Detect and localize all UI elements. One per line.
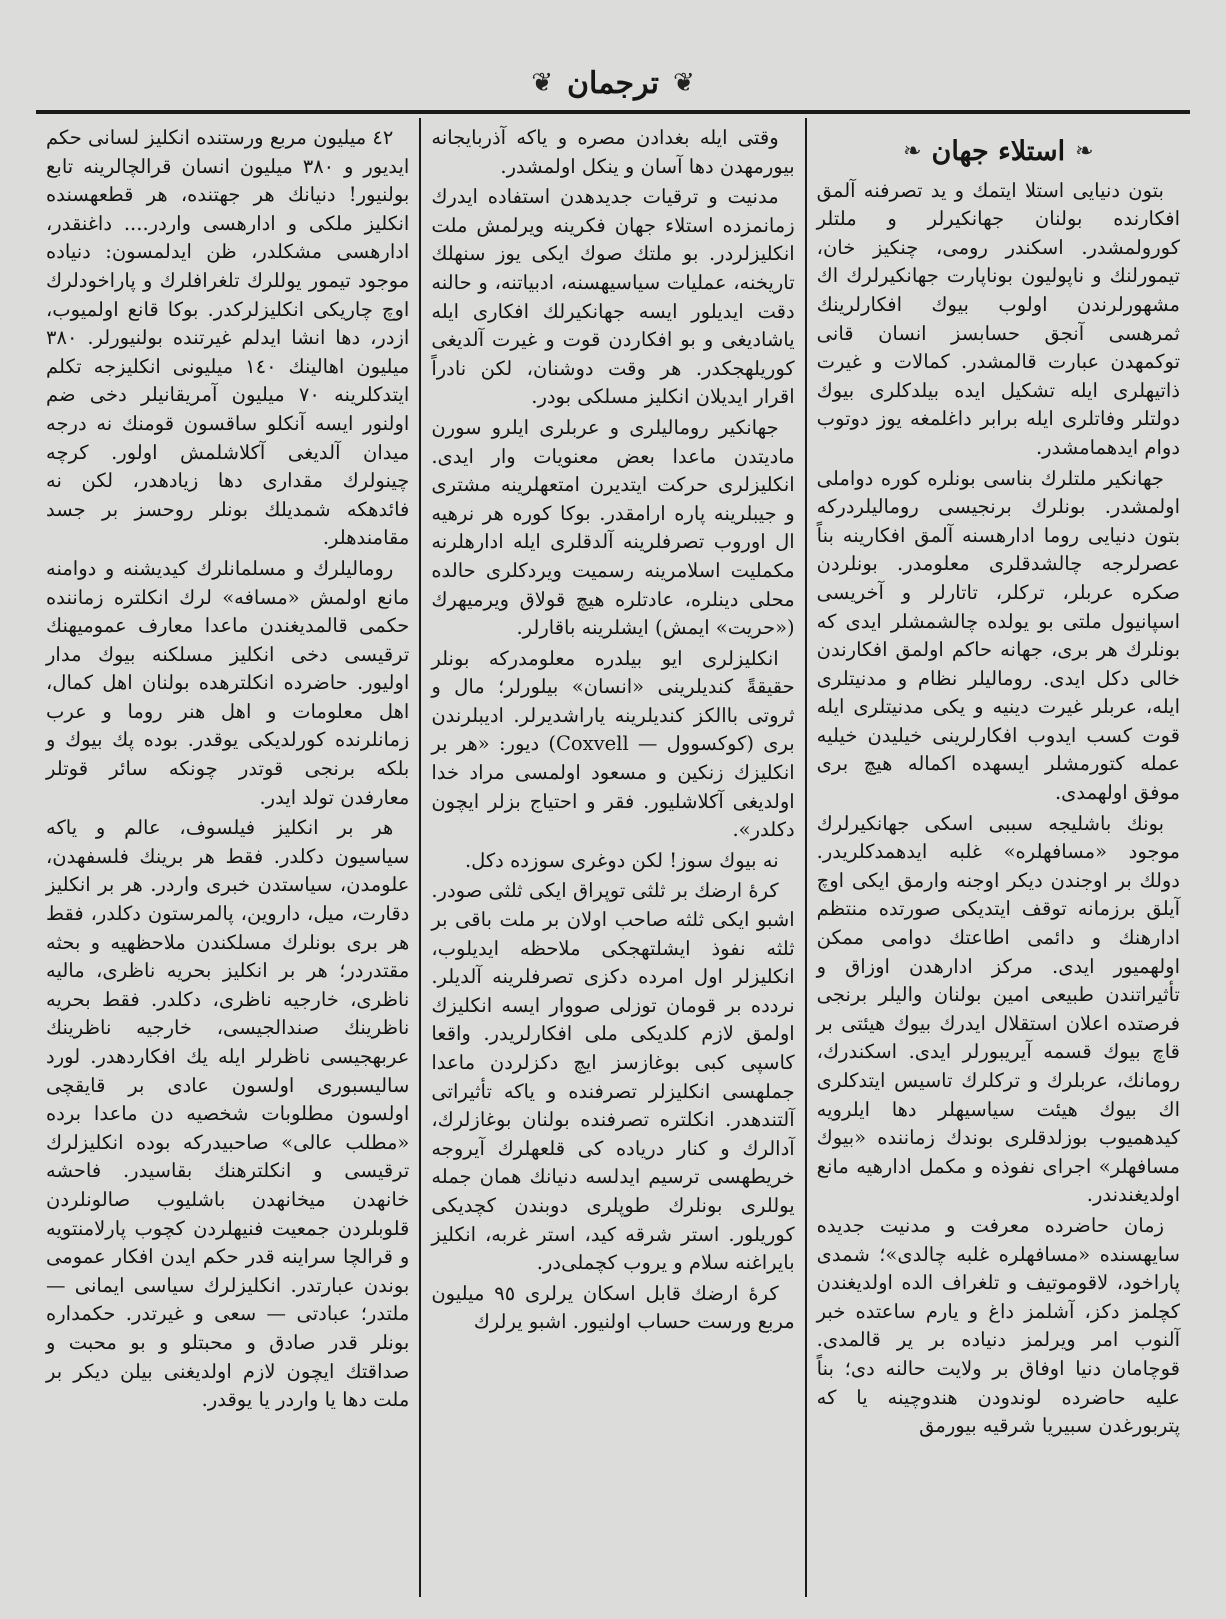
masthead-rule — [36, 110, 1190, 114]
paragraph: بتون دنيايى استلا ايتمك و يد تصرفنه آلمق افكارنده بولنان جهانكيرلر و ملتلر كورولمشدر. اسكندر رومى، چنكيز خان، تيمورلنك و ناپوليون بوناپارت جهانكيرلرك اك مشهورلرندن اولوب بيوك افكارلرينك ثمرهسى آنجق حسابسز انسان قانى توكمهدن عبارت قالمشدر. كمالات و غيرت ذاتيهلرى ايله تشكيل ايده بيلدكلرى بيوك دولتلر وفاتلرى ايله برابر داغلمغه يوز دوتوب دوام ايدهمامشدر. — [816, 178, 1180, 459]
paragraph: انكليزلرى ايو بيلدره معلومدركه بونلر حقيقةً كنديلرينى «انسان» بيلورلر؛ مال و ثروتى باالكز كنديلرينه ياراشديرلر. اديبلرندن برى (كوكسوول — Coxvell) ديور: «هر بر انكليزك زنكين و مسعود اولمسى مراد خدا اولديغى آكلاشليور. فقر و احتياج بزلر ايچون دكلدر». — [431, 646, 795, 842]
paragraph: ٤٢ ميليون مربع ورستنده انكليز لسانى حكم ايديور و ٣٨٠ ميليون انسان قرالچالرينه تابع بولنيور! دنيانك هر جهتنده، هر قطعهسنده انكليز ملكى و ادارهسى واردر.... داغنقدر، ادارهسى مشكلدر، ظن ايدلمسون: دنياده موجود تيمور يوللرك تلغرافلرك و پاراخودلرك اوچ چاريكى انكليزلركدر. بوكا قانع اولميوب، ازدر، دها انشا ايدلم غيرتنده بولنيورلر. ٣٨٠ ميليون اهالينك ١٤٠ ميليونى انكليزجه تكلم ايتدكلرينه ٧٠ ميليون آمريقانيلر دخى ضم اولنور ايسه آنكلو ساقسون قومنك نه درجه ميدان آلديغى آكلاشلمش اولور. كرچه چينولرك مقدارى دها زيادهدر، لكن نه فائدهكه شمديلك بونلر روحسز بر جسد مقامندهلر. — [46, 126, 410, 550]
paragraph: هر بر انكليز فيلسوف، عالم و ياكه سياسيون دكلدر. فقط هر برينك فلسفهدن، علومدن، سياستدن خبرى واردر. هر بر انكليز دقارت، ميل، داروين، پالمرستون دكلدر، فقط هر برى بونلرك مسلكندن ملاحظهيه و بحثه مقتدردر؛ هر بر انكليز بحريه ناظرى، ماليه ناظرى، خارجيه ناظرى، دكلدر. فقط بحريه ناظرينك صندالجيسى، خارجيه ناظرينك عربهجيسى ناظرلر ايله يك افكاردهدر. لورد ساليسبورى اولسون عادى بر قايقچى اولسون مطلوبات شخصيه دن ماعدا بردە «مطلب عالى» صاحبيدركه بوده انكليزلرك ترقيسى و انكلترهنك بقاسيدر. فاحشه خانهدن ميخانهدن باشليوب صالونلردن قلوبلردن جمعيت فنيهلردن كچوب پارلامنتويه و قرالچا سراينه قدر حكم ايدن افكار عمومى بوندن عبارتدر. انكليزلرك سياسى ايمانى — ملتدر؛ عبادتى — سعى و غيرتدر. حكمداره بونلر قدر صادق و محبتلو و بو محبت و صداقتك ايچون لازم اولديغنى بيلن ديكر بر ملت دها يا واردر يا يوقدر. — [46, 816, 410, 1412]
heading-ornament-left-icon: ❧ — [903, 139, 922, 165]
paragraph: مدنيت و ترقيات جديدهدن استفاده ايدرك زمانمزده استلاء جهان فكرينه ويرلمش ملت انكليزلردر. بو ملتك صوك ايكى يوز سنهلك تاريخنه، عمليات سياسيهسنه، ادبياتنه، و حالنه دقت ايديلور ايسه جهانكيرلك افكارى ايله ياشاديغى و بو افكاردن قوت و غيرت آلديغى كوريلهجكدر. هر وقت دوشنان، لكن نادراً اقرار ايديلان انكليز مسلكى بودر. — [431, 185, 795, 409]
column-left — [36, 118, 421, 1597]
article-heading — [817, 138, 1180, 167]
column-middle-body — [431, 124, 794, 1337]
masthead — [0, 62, 1226, 104]
paragraph: جهانكير ملتلرك بناسى بونلره كوره دواملى اولمشدر. بونلرك برنجيسى روماليلردركه بتون دنيايى روما ادارهسنه آلمق افكارينه بناً عصرلرجه چالشدقلرى معلومدر. بونلردن صكره عربلر، تركلر، تاتارلر و آخريسى اسپانيول ملتى بو يولده چالشمشلر ايدى كه بونلرك هر برى، جهانه حاكم اولمق افكارندن خالى دكل ايدى. روماليلر نظام و مدنيتلرى ايله، عربلر غيرت دينيه و يكى مدنيتلرى ايله قوت كسب ايدوب افكارلرينى خيليدن خيليه عمله كتورمشلر ايسهده اكماله هيچ برى موفق اولهمدى. — [816, 466, 1180, 805]
paragraph: كرهٔ ارضك قابل اسكان يرلرى ٩٥ ميليون مربع ورست حساب اولنيور. اشبو يرلرك — [431, 1281, 795, 1334]
paragraph: كرهٔ ارضك بر ثلثى توپراق ايكى ثلثى صودر. اشبو ايكى ثلثه صاحب اولان بر ملت باقى بر ثلثه نفوذ ايشلتهجكى ملاحظه ايديلوب، انكليزلر اول امرده دكزى تصرفلرينه آلديلر. نردده بر قومان توزلى صووار ايسه انكليزك اولمق لازم كلديكى ملى افكارلريدر. واقعا كاسپى كبى بوغازسز ايچ دكزلردن ماعدا جملهسى انكليزلر تصرفنده و ياكه تأثيراتى آلتندهدر. انكلتره تصرفنده بولنان بوغازلرك، آدالرك و كنار درياده كى قلعهلرك آيروجه خريطهسى ترسيم ايدلسه دنيانك همان جمله يوللرى بونلرك طوپلرى دوبندن كچديكى كوريلور. استر شرقه كيد، استر غربه، انكليز بايراغنه سلام و يروب كچملى‌در. — [431, 879, 795, 1275]
columns — [36, 118, 1190, 1597]
masthead-title: ترجمان — [567, 65, 659, 101]
paragraph: روماليلرك و مسلمانلرك كيديشنه و دوامنه مانع اولمش «مسافه» لرك انكلتره زماننده حكمى قالمديغندن ماعدا معارف عموميهنك ترقيسى دخى انكليز مسلكنه بيوك مدار اوليور. حاضرده انكلترهده بولنان اهل كمال، اهل معلومات و اهل هنر روما و عرب زمانلرنده كورلديكى يوقدر. بوده پك بيوك و بلكه برنجى قوتدر چونكه سائر قوتلر معارفدن تولد ايدر. — [46, 556, 410, 809]
ornament-left-icon: ❦ — [531, 68, 554, 98]
column-right — [807, 118, 1190, 1597]
paragraph: جهانكير روماليلرى و عربلرى ايلرو سورن ماديتدن ماعدا بعض معنويات وار ايدى. انكليزلرى حركت ايتديرن امتعهلرينه مشترى و جيبلرينه پاره ارامقدر. بوكا كوره هر نرهيه ال اوروب تصرفلرينه آلدقلرى ايله ادارهلرنه مكمليت اسلامرينه رسميت ويردكلرى حالده محلى دينلره، عادتلره هيچ قولاق ويرميهرك («حريت» ايمش) ايشلرينه باقارلر. — [431, 415, 795, 640]
column-middle — [421, 118, 806, 1597]
paragraph: وقتى ايله بغدادن مصره و ياكه آذربايجانه بيورمهدن دها آسان و ينكل اولمشدر. — [431, 126, 795, 178]
ornament-right-icon: ❦ — [672, 68, 695, 98]
paragraph: بونك باشليجه سببى اسكى جهانكيرلرك موجود «مسافهلره» غلبه ايدهمدكلريدر. دولك بر اوجندن ديكر اوجنه وارمق ايكى اوچ آيلق برزمانه توقف ايتديكى صورتده منتظم ادارهنك و دائمى اطاعتك دوامى ممكن اولهميور ايدى. مركز ادارهدن اوزاق و تأثيراتندن طبيعى امين بولنان واليلر برنجى فرصتده اعلان استقلال ايدرك بيوك هيئتى بر قاچ بيوك قسمه آيريبورلر ايدى. اسكندرك، رومانك، عربلرك و تركلرك تاسيس ايتدكلرى اك بيوك هيئت سياسيهلر دها ايلرويه كيدهميوب بوزلدقلرى بوندك زماننده «بيوك مسافهلر» اجراى نفوذه و مكمل ادارهيه مانع اولديغندندر. — [816, 811, 1180, 1207]
paragraph: زمان حاضرده معرفت و مدنيت جديده سايهسنده «مسافهلره غلبه چالدى»؛ شمدى پاراخود، لاقوموتيف و تلغراف الده اولديغندن كچلمز دكز، آشلمز داغ و يارم ساعتده خبر آلنوب امر ويرلمز دنياده بر ير قالمدى. قوچامان دنيا اوفاق بر ولايت حالنه دى؛ بناً عليه حاضرده لوندودن هندوچينه يا كه پتربورغدن سبيريا شرقيه بيورمق — [816, 1213, 1180, 1438]
column-right-body — [817, 177, 1180, 1441]
heading-ornament-right-icon: ❧ — [1075, 139, 1094, 165]
column-left-body — [46, 124, 409, 1415]
article-title: استلاء جهان — [931, 136, 1066, 167]
paragraph: نه بيوك سوز! لكن دوغرى سوزده دكل. — [464, 848, 779, 872]
